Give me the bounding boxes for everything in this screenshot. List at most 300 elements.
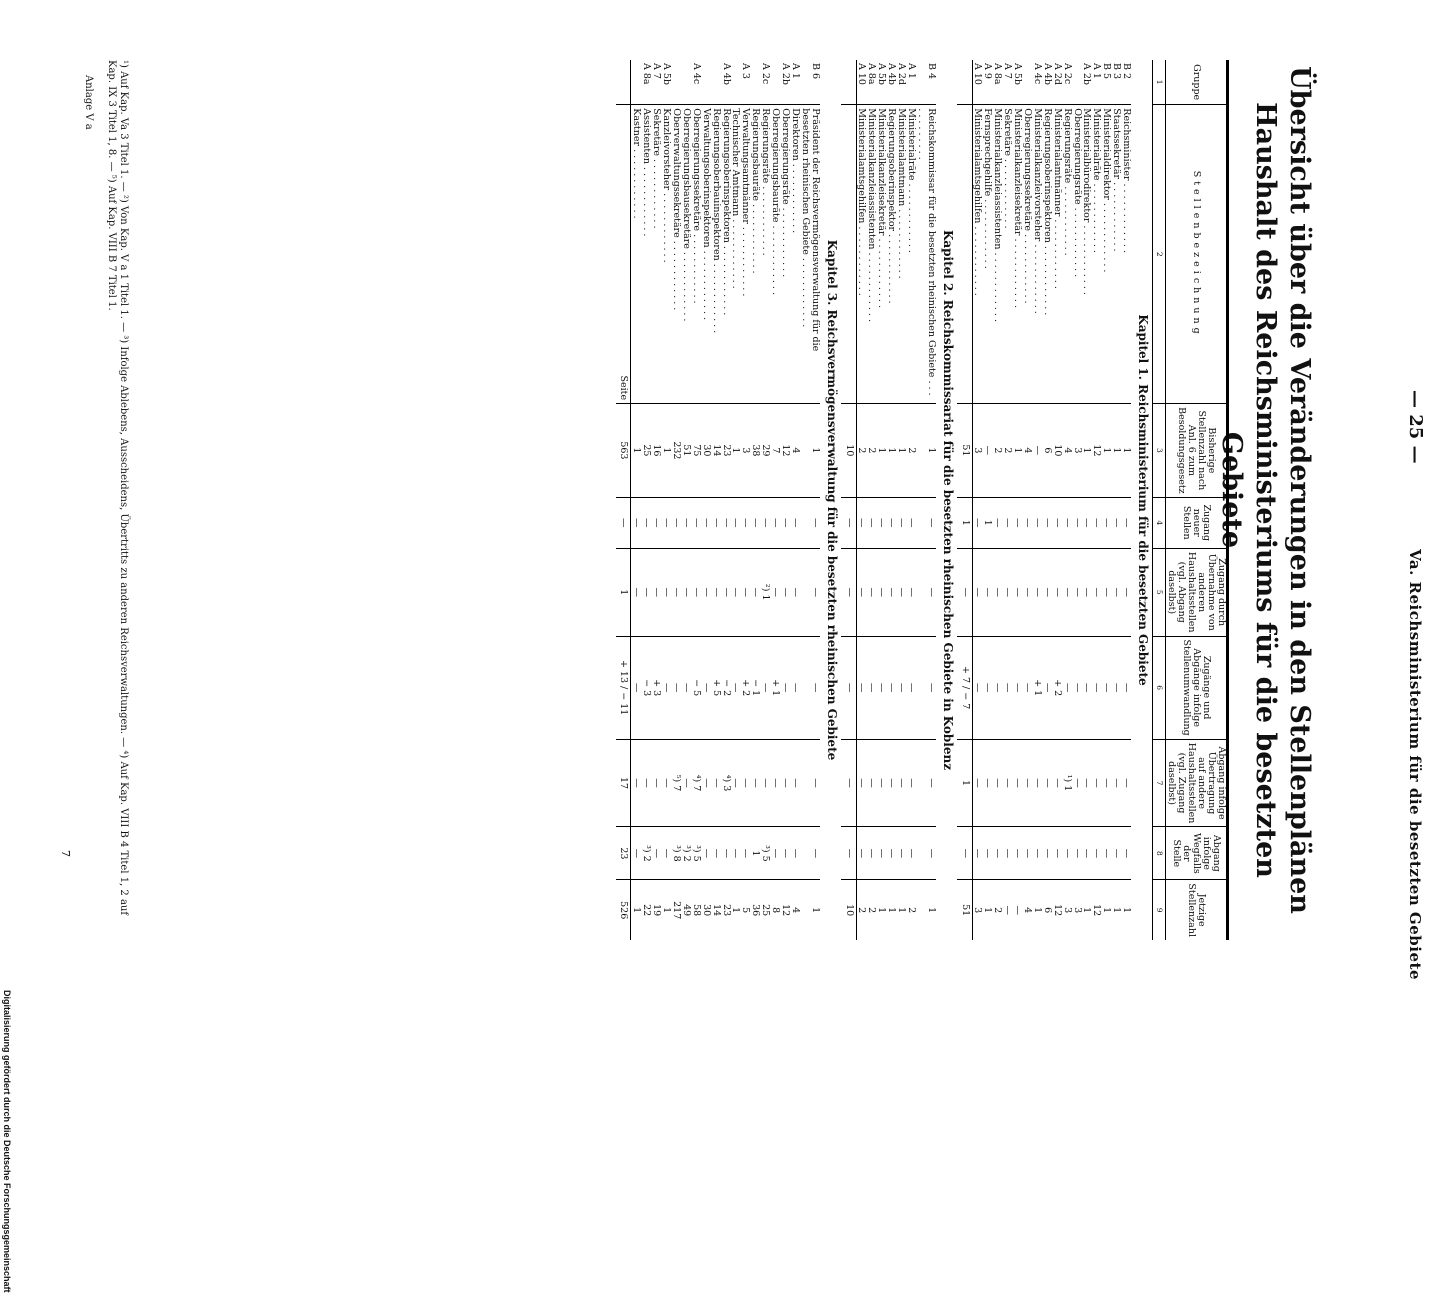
value-cell-c6: — bbox=[731, 636, 741, 739]
leader-dots: . . . . . . . . . . . . bbox=[631, 146, 643, 219]
gruppe-cell: A 3 bbox=[740, 60, 750, 105]
stellenbezeichnung-text: Staatssekretär bbox=[1111, 108, 1123, 180]
value-cell-c5: — bbox=[1062, 548, 1072, 636]
value-cell-c9: 58 bbox=[690, 904, 702, 917]
value-cell-c5: — bbox=[866, 548, 876, 636]
table-row bbox=[896, 60, 906, 940]
leader-dots: . . . . . . . . . . . . bbox=[886, 231, 898, 304]
value-cell-c6: — bbox=[1101, 636, 1111, 739]
value-cell-c9: 3 bbox=[972, 907, 984, 914]
value-cell-c7: — bbox=[866, 739, 876, 827]
leader-dots: . . . . . . . . . . . . bbox=[1022, 231, 1034, 304]
value-cell-c8: — bbox=[711, 827, 721, 880]
leader-dots: . . . . . . . . . . . . bbox=[671, 237, 683, 311]
value-cell-c6: — bbox=[1022, 636, 1032, 739]
value-cell-c3: 4 bbox=[1022, 404, 1032, 498]
title-line-2: Haushalt des Reichsministeriums für die besetzten Gebiete bbox=[1216, 102, 1281, 878]
value-cell-c3: 3 bbox=[740, 404, 750, 498]
value-cell-c3: — bbox=[983, 404, 993, 498]
value-cell-c8: — bbox=[1022, 827, 1032, 880]
value-cell-c6: — bbox=[866, 636, 876, 739]
leader-dots: . . . . . . . . . . . . bbox=[1051, 216, 1063, 289]
value-cell-c4: — bbox=[1101, 497, 1111, 548]
value-cell-c8: ³) 2 bbox=[641, 827, 651, 880]
value-cell-c5: — bbox=[780, 548, 790, 636]
value-cell-c7: — bbox=[1091, 739, 1101, 827]
value-cell-c5: — bbox=[886, 548, 896, 636]
table-row bbox=[856, 60, 866, 940]
table-row bbox=[631, 60, 641, 940]
value-cell-c4: — bbox=[992, 497, 1002, 548]
sum-cell-c3: 563 bbox=[616, 404, 631, 498]
value-cell-c9: 36 bbox=[750, 904, 762, 917]
header-jetzige: Jetzige Stellenzahl bbox=[1166, 880, 1228, 940]
stellenbezeichnung-cell bbox=[770, 105, 780, 404]
value-cell-c4: — bbox=[661, 497, 671, 548]
leader-dots: . . . . . . . . . . . . bbox=[896, 206, 908, 279]
value-cell-c5: — bbox=[1111, 548, 1121, 636]
value-cell-c4: — bbox=[1052, 497, 1062, 548]
gruppe-cell: A 7 bbox=[1002, 60, 1012, 105]
stellenbezeichnung-cell bbox=[721, 105, 731, 404]
stellenbezeichnung-cell bbox=[1002, 105, 1012, 404]
value-cell-c4: — bbox=[731, 497, 741, 548]
value-cell-c8: — bbox=[1082, 827, 1092, 880]
value-cell-c8: — bbox=[790, 827, 800, 880]
stellenbezeichnung-text: Oberregierungssekretäre bbox=[690, 108, 702, 232]
value-cell-c7: — bbox=[641, 739, 651, 827]
gruppe-cell: B 3 bbox=[1111, 60, 1121, 105]
value-cell-c6: — bbox=[856, 636, 866, 739]
value-cell-c9: 25 bbox=[760, 904, 772, 917]
stellenbezeichnung-cell bbox=[1062, 105, 1072, 404]
stellenbezeichnung-text: Regierungsoberinspektoren bbox=[1041, 108, 1053, 243]
value-cell-c6: — bbox=[896, 636, 906, 739]
value-cell-c9: 8 bbox=[770, 907, 782, 914]
value-cell-c4: — bbox=[1062, 497, 1072, 548]
value-cell-c5: ²) 1 bbox=[760, 548, 770, 636]
value-cell-c5: — bbox=[916, 548, 936, 636]
sum-cell-c5: 1 bbox=[616, 548, 631, 636]
table-row bbox=[1022, 60, 1032, 940]
value-cell-c3: 1 bbox=[1082, 404, 1092, 498]
value-cell-c5: — bbox=[661, 548, 671, 636]
col-num: 2 bbox=[1153, 105, 1166, 404]
value-cell-c5: — bbox=[631, 548, 641, 636]
value-cell-c6: — bbox=[906, 636, 916, 739]
value-cell-c7: — bbox=[681, 739, 691, 827]
sum-gruppe-cell bbox=[616, 60, 631, 105]
table-row bbox=[711, 60, 721, 940]
value-cell-c3: 3 bbox=[1072, 404, 1082, 498]
header-gruppe: Gruppe bbox=[1166, 60, 1228, 105]
value-cell-c9: 1 bbox=[1111, 907, 1123, 914]
value-cell-c8: — bbox=[983, 827, 993, 880]
sum-gruppe-cell bbox=[841, 60, 856, 105]
sum-cell-c4: — bbox=[616, 497, 631, 548]
table-body bbox=[616, 60, 1153, 940]
value-cell-c9: 3 bbox=[1061, 907, 1073, 914]
value-cell-c7: — bbox=[1052, 739, 1062, 827]
value-cell-c9: 12 bbox=[780, 904, 791, 917]
sum-cell-c4: — bbox=[841, 497, 856, 548]
value-cell-c5: — bbox=[856, 548, 866, 636]
leader-dots: . . . . . . . . . . . . bbox=[905, 180, 917, 253]
table-row bbox=[681, 60, 691, 940]
value-cell-c5: — bbox=[1012, 548, 1022, 636]
value-cell-c7: — bbox=[1032, 739, 1042, 827]
value-cell-c4: — bbox=[1032, 497, 1042, 548]
value-cell-c6: + 2 bbox=[1052, 636, 1062, 739]
stellenbezeichnung-text: Regierungsoberinspektoren bbox=[720, 108, 732, 243]
value-cell-c6: — bbox=[790, 636, 800, 739]
value-cell-c9: 2 bbox=[992, 907, 1004, 914]
value-cell-c9: 22 bbox=[641, 904, 653, 917]
stellenbezeichnung-text: Ministerialamtsgehilfen bbox=[972, 108, 984, 224]
stellenbezeichnung-text: Ministerialkanzleisekretär bbox=[876, 108, 888, 236]
value-cell-c6: — bbox=[780, 636, 790, 739]
value-cell-c3: 1 bbox=[1111, 404, 1121, 498]
stellenbezeichnung-text: Oberverwaltungssekretäre bbox=[671, 108, 683, 238]
running-header bbox=[1386, 60, 1426, 980]
stellenbezeichnung-cell bbox=[1012, 105, 1022, 404]
stellenbezeichnung-text: Ministerialkanzleiassistenten bbox=[992, 108, 1004, 250]
value-cell-c7: — bbox=[1072, 739, 1082, 827]
stellenplan-table bbox=[616, 60, 1229, 940]
value-cell-c4: — bbox=[1022, 497, 1032, 548]
value-cell-c3: 1 bbox=[916, 404, 936, 498]
sum-cell-c8: 23 bbox=[616, 827, 631, 880]
leader-dots: . . . . . . . . . . . . bbox=[982, 196, 994, 269]
value-cell-c9: — bbox=[1012, 905, 1024, 915]
header-stellen: Stellenbezeichnung bbox=[1166, 105, 1228, 404]
gruppe-cell: B 2 bbox=[1121, 60, 1131, 105]
gruppe-cell: A 2b bbox=[1082, 60, 1092, 105]
value-cell-c5: — bbox=[1032, 548, 1042, 636]
value-cell-c3: 1 bbox=[800, 404, 820, 498]
value-cell-c6: — bbox=[1042, 636, 1052, 739]
value-cell-c9: 4 bbox=[1022, 907, 1034, 914]
stellenbezeichnung-text: Reichskommissar für die besetzten rheinischen Gebiete bbox=[925, 108, 937, 378]
value-cell-c6: + 1 bbox=[1032, 636, 1042, 739]
sum-row bbox=[616, 60, 631, 940]
sum-cell-c5: — bbox=[957, 548, 972, 636]
value-cell-c3: 1 bbox=[731, 404, 741, 498]
value-cell-c4: — bbox=[1002, 497, 1012, 548]
stellenbezeichnung-text: Regierungsräte bbox=[1061, 108, 1073, 184]
value-cell-c6: — bbox=[671, 636, 681, 739]
gruppe-cell bbox=[750, 60, 760, 105]
leader-dots: . . . . . . . . . . . . bbox=[866, 249, 878, 322]
value-cell-c6: + 2 bbox=[740, 636, 750, 739]
table-row bbox=[661, 60, 671, 940]
value-cell-c3: 23 bbox=[721, 404, 731, 498]
gruppe-cell bbox=[681, 60, 691, 105]
stellenbezeichnung-cell bbox=[1082, 105, 1092, 404]
header-bisherige: Bisherige Stellenzahl nach Anl. 6 zum Besoldungsgesetz bbox=[1166, 404, 1228, 498]
stellenbezeichnung-cell bbox=[1101, 105, 1111, 404]
gruppe-cell bbox=[631, 60, 641, 105]
value-cell-c6: — bbox=[1111, 636, 1121, 739]
gruppe-cell: A 2d bbox=[896, 60, 906, 105]
value-cell-c3: 1 bbox=[1101, 404, 1111, 498]
value-cell-c5: — bbox=[770, 548, 780, 636]
value-cell-c6: — bbox=[992, 636, 1002, 739]
table-row bbox=[750, 60, 760, 940]
gruppe-cell: A 8a bbox=[866, 60, 876, 105]
leader-dots: . . . . . . . . . . . . bbox=[740, 223, 752, 297]
sum-cell-c3: 51 bbox=[957, 404, 972, 498]
leader-dots: . . . . . . . . . . . . bbox=[661, 190, 673, 263]
value-cell-c9: 49 bbox=[680, 904, 692, 917]
value-cell-c7: — bbox=[972, 739, 982, 827]
value-cell-c4: — bbox=[972, 497, 982, 548]
value-cell-c9: 14 bbox=[710, 904, 722, 917]
stellenbezeichnung-cell bbox=[1042, 105, 1052, 404]
value-cell-c9: 19 bbox=[651, 904, 663, 917]
value-cell-c4: — bbox=[1012, 497, 1022, 548]
value-cell-c7: — bbox=[631, 739, 641, 827]
value-cell-c3: 7 bbox=[770, 404, 780, 498]
table-row bbox=[866, 60, 876, 940]
value-cell-c7: — bbox=[790, 739, 800, 827]
stellenbezeichnung-text: Oberregierungsbauräte bbox=[770, 108, 782, 223]
value-cell-c4: — bbox=[1082, 497, 1092, 548]
stellenbezeichnung-text: Kanzleivorsteher bbox=[661, 108, 673, 191]
value-cell-c6: + 5 bbox=[711, 636, 721, 739]
value-cell-c3: 1 bbox=[661, 404, 671, 498]
leader-dots: . . . . . . . . . . . . bbox=[1071, 204, 1083, 278]
value-cell-c3: 14 bbox=[711, 404, 721, 498]
value-cell-c9: 2 bbox=[856, 907, 868, 914]
value-cell-c3: 2 bbox=[992, 404, 1002, 498]
table-row bbox=[906, 60, 916, 940]
value-cell-c5: — bbox=[711, 548, 721, 636]
leader-dots: . . . . . . . . . . . . bbox=[710, 260, 722, 334]
table-row bbox=[1101, 60, 1111, 940]
value-cell-c8: ³) 5 bbox=[691, 827, 701, 880]
value-cell-c9: 1 bbox=[1121, 907, 1133, 914]
value-cell-c6: + 3 bbox=[651, 636, 661, 739]
column-number-row bbox=[1153, 60, 1166, 940]
table-row bbox=[780, 60, 790, 940]
stellenbezeichnung-cell bbox=[876, 105, 886, 404]
value-cell-c7: — bbox=[1082, 739, 1092, 827]
stellenbezeichnung-text: Verwaltungsamtmänner bbox=[740, 108, 752, 224]
stellenbezeichnung-cell bbox=[1022, 105, 1032, 404]
value-cell-c9: 5 bbox=[740, 907, 752, 914]
stellenbezeichnung-text: Ministerialbürodirektor bbox=[1081, 108, 1093, 223]
value-cell-c7: ¹) 1 bbox=[1062, 739, 1072, 827]
value-cell-c9: 217 bbox=[671, 901, 683, 920]
gruppe-cell: A 7 bbox=[651, 60, 661, 105]
value-cell-c6: − 2 bbox=[721, 636, 731, 739]
value-cell-c5: — bbox=[1091, 548, 1101, 636]
table-row bbox=[760, 60, 770, 940]
stellenbezeichnung-cell bbox=[691, 105, 701, 404]
stellenbezeichnung-text: Direktoren bbox=[789, 108, 801, 161]
stellenbezeichnung-cell bbox=[711, 105, 721, 404]
leader-dots: . . . . . . . . . . . . bbox=[730, 216, 742, 289]
value-cell-c4: — bbox=[876, 497, 886, 548]
value-cell-c5: — bbox=[1002, 548, 1012, 636]
stellenbezeichnung-text: Sekretäre bbox=[651, 108, 663, 156]
stellenbezeichnung-text: Regierungsbauräte bbox=[750, 108, 762, 202]
value-cell-c6: — bbox=[972, 636, 982, 739]
value-cell-c3: 16 bbox=[651, 404, 661, 498]
page-number: — 25 — bbox=[1405, 390, 1426, 464]
value-cell-c8: — bbox=[800, 827, 820, 880]
page-title bbox=[1214, 40, 1316, 940]
gruppe-cell: B 6 bbox=[800, 60, 820, 105]
stellenbezeichnung-cell bbox=[740, 105, 750, 404]
stellenbezeichnung-text: Kastner bbox=[631, 108, 643, 147]
value-cell-c6: — bbox=[1002, 636, 1012, 739]
gruppe-cell: A 8a bbox=[992, 60, 1002, 105]
stellenbezeichnung-text: Ministerialkanzleivorsteher bbox=[1031, 108, 1043, 242]
sum-cell-c8: — bbox=[957, 827, 972, 880]
table-row bbox=[691, 60, 701, 940]
value-cell-c6: − 1 bbox=[750, 636, 760, 739]
gruppe-cell: B 5 bbox=[1101, 60, 1111, 105]
sum-label: Seite bbox=[616, 105, 631, 404]
value-cell-c8: — bbox=[1101, 827, 1111, 880]
leader-dots: . . . . . . . . . . . . bbox=[1101, 199, 1113, 273]
value-cell-c4: — bbox=[721, 497, 731, 548]
stellenbezeichnung-text: Ministerialräte bbox=[905, 108, 917, 181]
stellenbezeichnung-text: Oberregierungssekretäre bbox=[1022, 108, 1034, 232]
stellenbezeichnung-text: Ministerialkanzleiassistenten bbox=[866, 108, 878, 250]
col-num: 9 bbox=[1153, 880, 1166, 940]
value-cell-c9: 1 bbox=[1031, 907, 1043, 914]
value-cell-c8: — bbox=[876, 827, 886, 880]
gruppe-cell: A 2d bbox=[1052, 60, 1062, 105]
gruppe-cell: B 4 bbox=[916, 60, 936, 105]
value-cell-c3: 1 bbox=[631, 404, 641, 498]
value-cell-c6: − 3 bbox=[641, 636, 651, 739]
value-cell-c3: — bbox=[1032, 404, 1042, 498]
stellenbezeichnung-cell bbox=[731, 105, 741, 404]
value-cell-c4: — bbox=[671, 497, 681, 548]
value-cell-c4: — bbox=[1042, 497, 1052, 548]
leader-dots: . . . . . . . . . . . . bbox=[972, 223, 984, 296]
running-title: Va. Reichsministerium für die besetzten Gebiete bbox=[1406, 549, 1424, 980]
value-cell-c8: — bbox=[906, 827, 916, 880]
value-cell-c8: — bbox=[631, 827, 641, 880]
value-cell-c7: — bbox=[701, 739, 711, 827]
value-cell-c7: ⁴) 7 bbox=[691, 739, 701, 827]
value-cell-c6: — bbox=[1082, 636, 1092, 739]
value-cell-c9: 3 bbox=[1071, 907, 1083, 914]
value-cell-c5: — bbox=[721, 548, 731, 636]
leader-dots: . . . . . . . . . . . . bbox=[1002, 156, 1014, 229]
value-cell-c7: — bbox=[1022, 739, 1032, 827]
value-cell-c6: — bbox=[1012, 636, 1022, 739]
leader-dots: . . . . . . . . . . . . bbox=[641, 163, 653, 237]
table-row bbox=[1072, 60, 1082, 940]
value-cell-c8: — bbox=[992, 827, 1002, 880]
leader-dots: . . . . . . . . . . . . bbox=[651, 156, 663, 229]
table-row bbox=[972, 60, 982, 940]
stellenbezeichnung-text: Oberregierungsbausekretäre bbox=[680, 108, 692, 249]
stellenbezeichnung-text: Ministerialdirektor bbox=[1101, 108, 1113, 200]
value-cell-c6: — bbox=[983, 636, 993, 739]
leader-dots: . . . . . . . . . . . . bbox=[780, 204, 791, 278]
value-cell-c3: 1 bbox=[1012, 404, 1022, 498]
sum-cell-c6: + 13 / − 11 bbox=[616, 636, 631, 739]
value-cell-c4: — bbox=[631, 497, 641, 548]
value-cell-c6: — bbox=[1072, 636, 1082, 739]
leader-dots: . . . . . . . . . . . . bbox=[1091, 180, 1103, 253]
value-cell-c9: 2 bbox=[866, 907, 878, 914]
value-cell-c8: — bbox=[886, 827, 896, 880]
value-cell-c8: — bbox=[1121, 827, 1131, 880]
value-cell-c7: — bbox=[750, 739, 760, 827]
value-cell-c6: — bbox=[916, 636, 936, 739]
value-cell-c3: 10 bbox=[1052, 404, 1062, 498]
value-cell-c3: 2 bbox=[1002, 404, 1012, 498]
value-cell-c7: ⁵) 7 bbox=[671, 739, 681, 827]
bottom-number: 7 bbox=[59, 850, 72, 857]
stellenbezeichnung-text: Sekretäre bbox=[1002, 108, 1014, 156]
value-cell-c8: — bbox=[916, 827, 936, 880]
value-cell-c4: 1 bbox=[983, 497, 993, 548]
header-abgang-wegfall: Abgang infolge Wegfalls der Stelle bbox=[1166, 827, 1228, 880]
value-cell-c6: — bbox=[800, 636, 820, 739]
stellenbezeichnung-text: Ministerialamtmänner bbox=[1051, 108, 1063, 217]
value-cell-c4: — bbox=[691, 497, 701, 548]
value-cell-c3: 1 bbox=[896, 404, 906, 498]
gruppe-cell: A 10 bbox=[856, 60, 866, 105]
stellenbezeichnung-text: Regierungsräte bbox=[760, 108, 772, 184]
value-cell-c9: 1 bbox=[896, 907, 908, 914]
table-row bbox=[1062, 60, 1072, 940]
value-cell-c3: 29 bbox=[760, 404, 770, 498]
table-row bbox=[1042, 60, 1052, 940]
value-cell-c4: — bbox=[1111, 497, 1121, 548]
gruppe-cell: A 2c bbox=[760, 60, 770, 105]
value-cell-c8: ³) 5 bbox=[760, 827, 770, 880]
stellenbezeichnung-cell bbox=[750, 105, 760, 404]
value-cell-c7: — bbox=[1042, 739, 1052, 827]
chapter-heading: Kapitel 1. Reichsministerium für die besetzten Gebiete bbox=[1136, 314, 1150, 686]
leader-dots: . . . . . . . . . . . . bbox=[799, 254, 811, 328]
value-cell-c9: 1 bbox=[876, 907, 888, 914]
table-row bbox=[790, 60, 800, 940]
value-cell-c3: 51 bbox=[681, 404, 691, 498]
leader-dots: . . . . . . . . . . . . bbox=[760, 183, 772, 256]
leader-dots: . . . . . . . . . . . . bbox=[1031, 241, 1043, 314]
stellenbezeichnung-cell bbox=[760, 105, 770, 404]
sum-cell-c9: 10 bbox=[841, 880, 856, 940]
value-cell-c3: 25 bbox=[641, 404, 651, 498]
leader-dots: . . . . . . . . . . . . bbox=[1081, 222, 1093, 295]
stellenbezeichnung-cell bbox=[992, 105, 1002, 404]
chapter-heading: Kapitel 3. Reichsvermögensverwaltung für die besetzten rheinischen Gebiete bbox=[824, 239, 839, 761]
stellenbezeichnung-text: Oberregierungsräte bbox=[1071, 108, 1083, 205]
gruppe-cell: A 8a bbox=[641, 60, 651, 105]
value-cell-c4: — bbox=[1072, 497, 1082, 548]
anlage-label: Anlage V a bbox=[83, 75, 94, 130]
value-cell-c7: — bbox=[1111, 739, 1121, 827]
gruppe-cell: A 4c bbox=[1032, 60, 1042, 105]
value-cell-c6: — bbox=[1091, 636, 1101, 739]
sum-cell-c6: — bbox=[841, 636, 856, 739]
value-cell-c8: — bbox=[856, 827, 866, 880]
col-num: 5 bbox=[1153, 548, 1166, 636]
value-cell-c9: 1 bbox=[982, 907, 994, 914]
value-cell-c8: — bbox=[1032, 827, 1042, 880]
